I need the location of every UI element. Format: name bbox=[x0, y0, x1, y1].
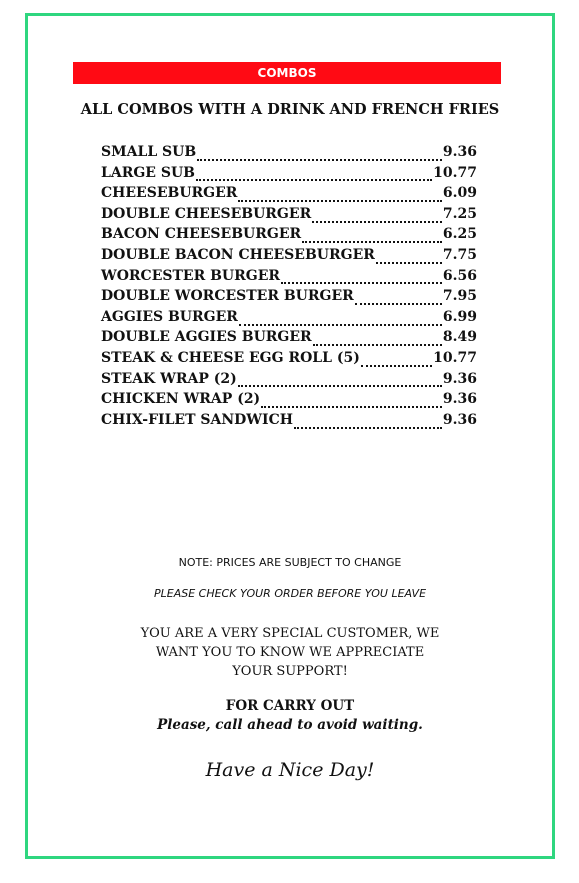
check-order-note: PLEASE CHECK YOUR ORDER BEFORE YOU LEAVE bbox=[153, 587, 427, 600]
menu-item bbox=[101, 309, 477, 330]
menu-item bbox=[101, 247, 477, 268]
menu-item bbox=[101, 371, 477, 392]
menu-item-name: DOUBLE AGGIES BURGER bbox=[101, 329, 312, 346]
menu-item-name: BACON CHEESEBURGER bbox=[101, 226, 302, 243]
dot-leader bbox=[302, 240, 442, 243]
dot-leader bbox=[313, 343, 442, 346]
menu-item bbox=[101, 268, 477, 289]
dot-leader bbox=[361, 364, 432, 367]
dot-leader bbox=[281, 281, 442, 284]
menu-item-price: 10.77 bbox=[433, 349, 477, 366]
menu-list bbox=[101, 144, 477, 432]
menu-item-price: 9.36 bbox=[442, 411, 477, 428]
menu-item-price: 9.36 bbox=[442, 391, 477, 408]
menu-item-price: 6.56 bbox=[442, 267, 477, 284]
menu-item-name: DOUBLE CHEESEBURGER bbox=[101, 205, 312, 222]
dot-leader bbox=[294, 426, 442, 429]
banner-title: COMBOS bbox=[257, 66, 317, 80]
menu-item-name: DOUBLE WORCESTER BURGER bbox=[101, 288, 354, 305]
special-line-1: YOU ARE A VERY SPECIAL CUSTOMER, WE bbox=[140, 626, 440, 641]
menu-item-price: 10.77 bbox=[433, 164, 477, 181]
dot-leader bbox=[197, 158, 442, 161]
menu-item bbox=[101, 350, 477, 371]
menu-item-name: SMALL SUB bbox=[101, 144, 197, 160]
dot-leader bbox=[261, 405, 442, 408]
menu-item bbox=[101, 329, 477, 350]
menu-item bbox=[101, 226, 477, 247]
combos-banner bbox=[73, 62, 501, 84]
menu-item-price: 7.95 bbox=[442, 288, 477, 305]
menu-item bbox=[101, 391, 477, 412]
carry-out-subtitle: Please, call ahead to avoid waiting. bbox=[157, 717, 423, 733]
dot-leader bbox=[239, 323, 442, 326]
carry-out-title: FOR CARRY OUT bbox=[225, 698, 355, 714]
dot-leader bbox=[196, 178, 432, 181]
menu-item-price: 9.36 bbox=[442, 144, 477, 160]
dot-leader bbox=[312, 220, 442, 223]
menu-item bbox=[101, 206, 477, 227]
menu-item-price: 9.36 bbox=[442, 370, 477, 387]
menu-item-price: 8.49 bbox=[442, 329, 477, 346]
special-line-3: YOUR SUPPORT! bbox=[232, 664, 348, 679]
dot-leader bbox=[355, 302, 442, 305]
dot-leader bbox=[376, 261, 442, 264]
menu-item-price: 7.25 bbox=[442, 205, 477, 222]
menu-item-name: LARGE SUB bbox=[101, 164, 195, 181]
dot-leader bbox=[238, 384, 442, 387]
menu-item bbox=[101, 288, 477, 309]
menu-item-name: STEAK WRAP (2) bbox=[101, 370, 237, 387]
menu-item-name: AGGIES BURGER bbox=[101, 308, 238, 325]
dot-leader bbox=[238, 199, 441, 202]
menu-item-name: WORCESTER BURGER bbox=[101, 267, 281, 284]
menu-item bbox=[101, 185, 477, 206]
menu-item bbox=[101, 165, 477, 186]
combos-subtitle: ALL COMBOS WITH A DRINK AND FRENCH FRIES bbox=[80, 101, 500, 118]
menu-item-price: 6.09 bbox=[442, 185, 477, 202]
menu-item-name: STEAK & CHEESE EGG ROLL (5) bbox=[101, 349, 360, 366]
menu-item-name: DOUBLE BACON CHEESEBURGER bbox=[101, 246, 375, 263]
menu-item-name: CHEESEBURGER bbox=[101, 185, 238, 202]
menu-item bbox=[101, 412, 477, 433]
menu-item bbox=[101, 144, 477, 165]
price-note: NOTE: PRICES ARE SUBJECT TO CHANGE bbox=[178, 556, 402, 569]
menu-item-name: CHICKEN WRAP (2) bbox=[101, 391, 261, 408]
special-customer-message bbox=[120, 624, 460, 681]
special-line-2: WANT YOU TO KNOW WE APPRECIATE bbox=[155, 645, 425, 660]
nice-day-message: Have a Nice Day! bbox=[205, 759, 375, 781]
menu-item-name: CHIX-FILET SANDWICH bbox=[101, 411, 293, 428]
menu-item-price: 6.25 bbox=[442, 226, 477, 243]
menu-item-price: 6.99 bbox=[442, 308, 477, 325]
menu-item-price: 7.75 bbox=[442, 246, 477, 263]
